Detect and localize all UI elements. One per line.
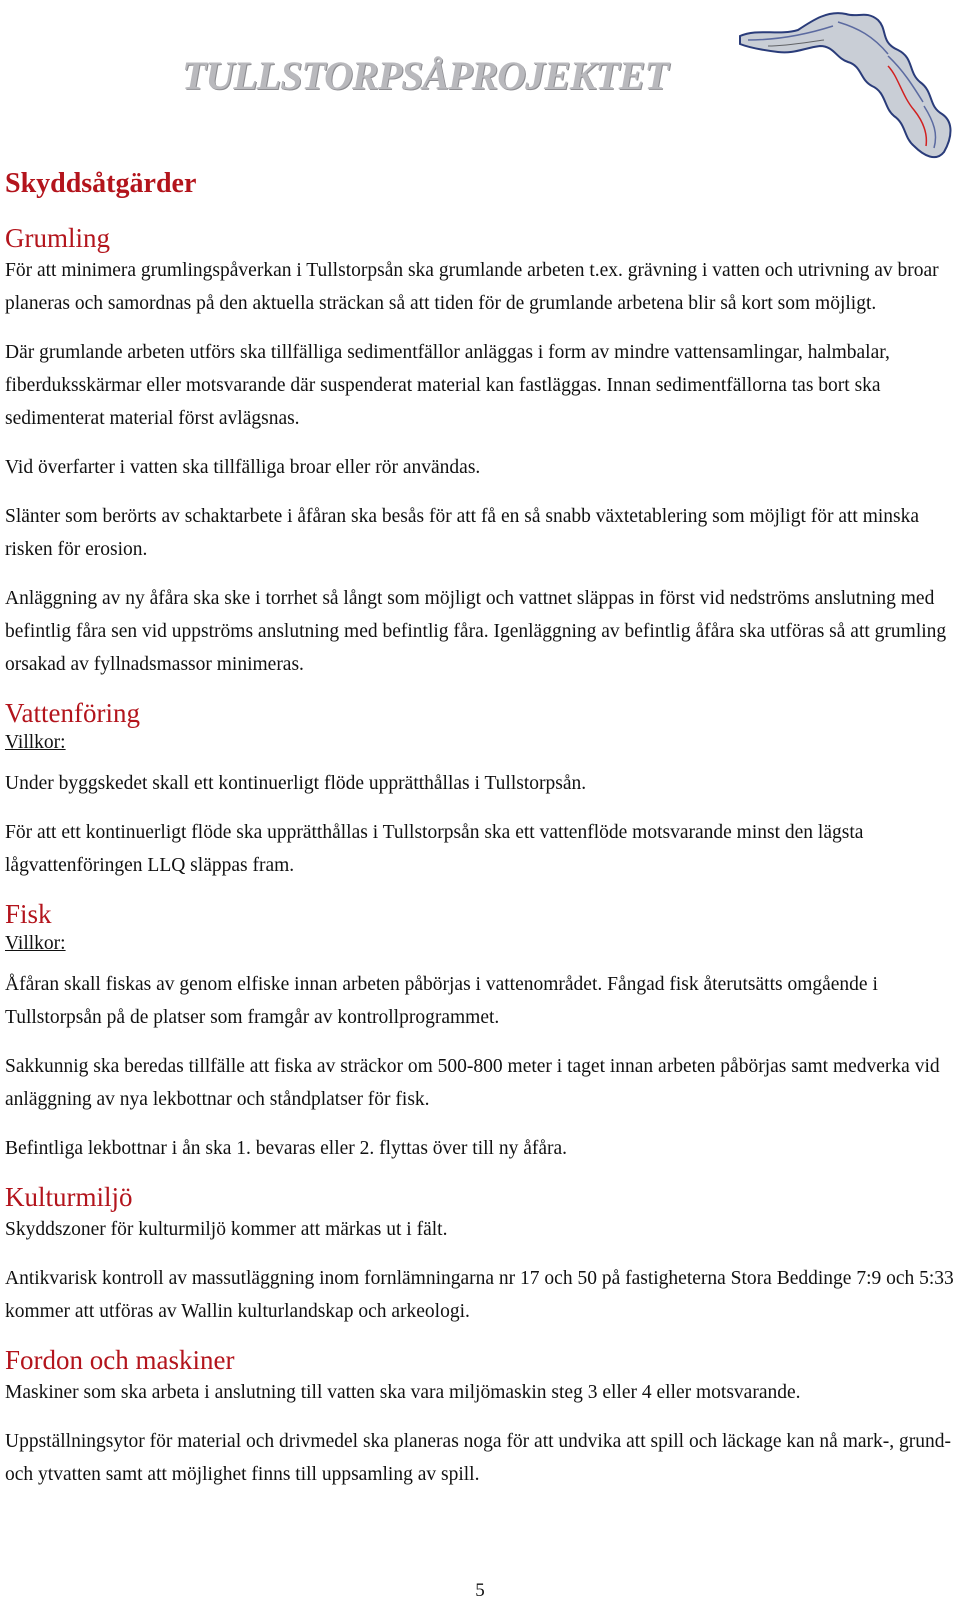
paragraph: Skyddszoner för kulturmiljö kommer att märkas ut i fält. xyxy=(5,1219,448,1240)
paragraph: Uppställningsytor för material och drivmedel ska planeras noga för att undvika att spill och läckage kan nå mark-, grund- och ytvatten samt att möjlighet finns till uppsamling av spill. xyxy=(5,1431,951,1485)
paragraph: Anläggning av ny åfåra ska ske i torrhet så långt som möjligt och vattnet släppas in först vid nedströms anslutning med befintlig fåra sen vid uppströms anslutning med befintlig fåra. Igenläggning av befintlig åfåra ska utföras så att grumling orsakad av fyllnadsmassor minimeras. xyxy=(5,588,947,675)
paragraph: För att minimera grumlingspåverkan i Tullstorpsån ska grumlande arbeten t.ex. grävning i vatten och utrivning av broar planeras och samordnas på den aktuella sträckan så att tiden för de grumlande arbetena blir så kort som möjligt. xyxy=(5,260,939,314)
paragraph: Under byggskedet skall ett kontinuerligt flöde upprätthållas i Tullstorpsån. xyxy=(5,773,587,794)
header-title: TULLSTORPSÅPROJEKTET xyxy=(182,53,668,98)
page-number: 5 xyxy=(475,1580,485,1601)
page-title: Skyddsåtgärder xyxy=(5,168,197,199)
paragraph: Maskiner som ska arbeta i anslutning till vatten ska vara miljömaskin steg 3 eller 4 eller motsvarande. xyxy=(5,1382,801,1403)
section-heading-kulturmiljo: Kulturmiljö xyxy=(5,1182,133,1212)
section-heading-fisk: Fisk xyxy=(5,899,52,929)
paragraph: Befintliga lekbottnar i ån ska 1. bevaras eller 2. flyttas över till ny åfåra. xyxy=(5,1138,568,1159)
section-heading-vattenforing: Vattenföring xyxy=(5,698,140,728)
river-map-logo xyxy=(738,6,958,166)
paragraph: För att ett kontinuerligt flöde ska upprätthållas i Tullstorpsån ska ett vattenflöde motsvarande minst den lägsta lågvattenföringen LLQ släppas fram. xyxy=(5,822,864,876)
paragraph: Vid överfarter i vatten ska tillfälliga broar eller rör användas. xyxy=(5,457,481,478)
paragraph: Slänter som berörts av schaktarbete i åfåran ska besås för att få en så snabb växtetablering som möjligt för att minska risken för erosion. xyxy=(5,506,920,560)
section-heading-fordon: Fordon och maskiner xyxy=(5,1345,235,1375)
section-heading-grumling: Grumling xyxy=(5,223,110,253)
document-body xyxy=(5,166,955,1507)
villkor-label: Villkor: xyxy=(5,933,66,954)
paragraph: Sakkunnig ska beredas tillfälle att fiska av sträckor om 500-800 meter i taget innan arbeten påbörjas samt medverka vid anläggning av nya lekbottnar och ståndplatser för fisk. xyxy=(5,1056,940,1110)
paragraph: Där grumlande arbeten utförs ska tillfälliga sedimentfällor anläggas i form av mindre vattensamlingar, halmbalar, fiberduksskärmar eller motsvarande där suspenderat material kan fastläggas. Innan sedimentfällorna tas bort ska sedimenterat material först avlägsnas. xyxy=(5,342,890,429)
villkor-label: Villkor: xyxy=(5,732,66,753)
paragraph: Åfåran skall fiskas av genom elfiske innan arbeten påbörjas i vattenområdet. Fångad fisk återutsätts omgående i Tullstorpsån på de platser som framgår av kontrollprogrammet. xyxy=(5,974,878,1028)
paragraph: Antikvarisk kontroll av massutläggning inom fornlämningarna nr 17 och 50 på fastigheterna Stora Beddinge 7:9 och 5:33 kommer att utföras av Wallin kulturlandskap och arkeologi. xyxy=(5,1268,954,1322)
